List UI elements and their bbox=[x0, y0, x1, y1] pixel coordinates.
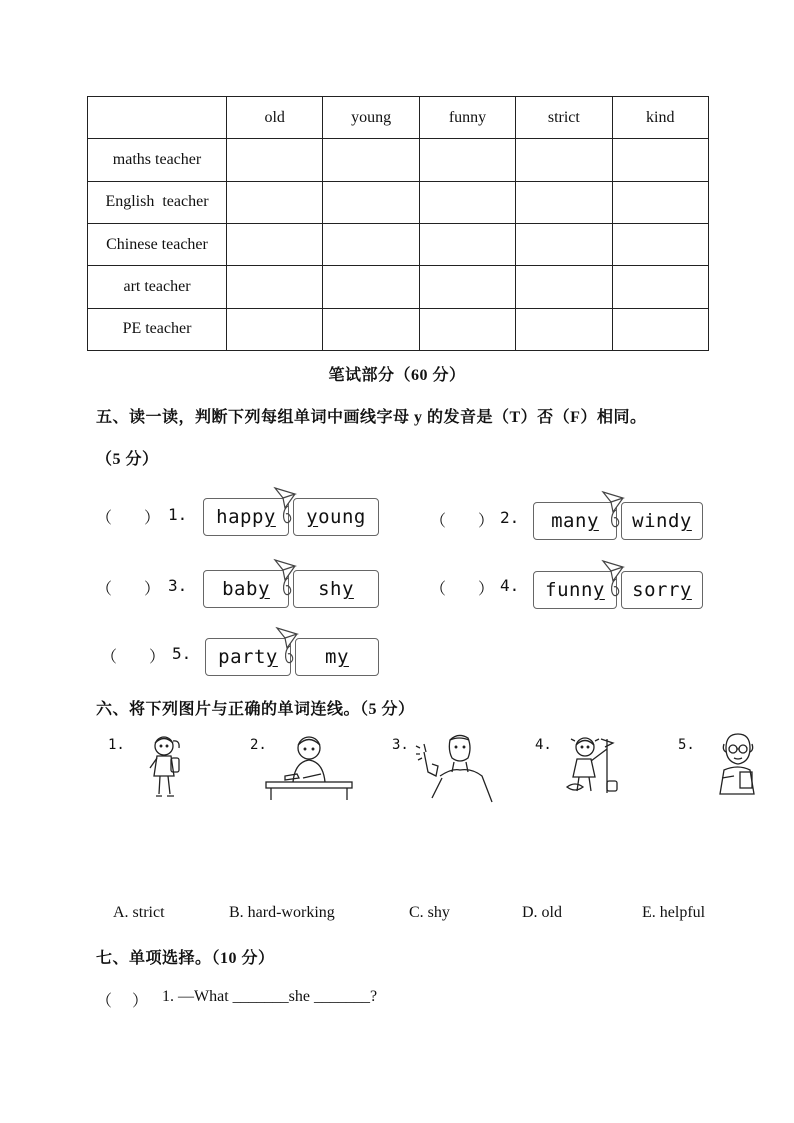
paper-plane-clip-icon bbox=[601, 490, 625, 536]
paper-plane-clip-icon bbox=[273, 558, 297, 604]
answer-paren[interactable]: （ ） bbox=[101, 647, 166, 666]
table-header-row bbox=[88, 97, 709, 139]
answer-paren[interactable]: （ ） bbox=[96, 508, 161, 527]
table-cell[interactable] bbox=[612, 139, 708, 181]
paper-plane-clip-icon bbox=[273, 486, 297, 532]
table-cell[interactable] bbox=[612, 181, 708, 223]
boy-writing-at-desk-icon bbox=[263, 734, 355, 802]
word-box: shy bbox=[293, 570, 379, 608]
table-cell[interactable] bbox=[612, 223, 708, 265]
table-cell[interactable] bbox=[516, 266, 612, 308]
item-number: 2. bbox=[500, 508, 520, 527]
answer-paren[interactable]: （ ） bbox=[430, 511, 495, 530]
table-cell[interactable] bbox=[516, 181, 612, 223]
table-cell[interactable] bbox=[227, 266, 323, 308]
row-label: English teacher bbox=[88, 181, 227, 223]
teacher-adjective-table bbox=[87, 96, 709, 351]
table-header-cell: old bbox=[227, 97, 323, 139]
word-box: sorry bbox=[621, 571, 703, 609]
word-box: windy bbox=[621, 502, 703, 540]
option-b: B. hard-working bbox=[229, 904, 335, 921]
row-label: art teacher bbox=[88, 266, 227, 308]
picture-number: 5. bbox=[678, 737, 695, 753]
table-cell[interactable] bbox=[516, 308, 612, 350]
option-c: C. shy bbox=[409, 904, 450, 921]
paper-plane-clip-icon bbox=[601, 559, 625, 605]
table-cell[interactable] bbox=[612, 308, 708, 350]
row-label: maths teacher bbox=[88, 139, 227, 181]
written-part-title: 笔试部分（60 分） bbox=[328, 367, 466, 384]
man-pointing-icon bbox=[412, 732, 498, 806]
section5-title: 五、读一读，判断下列每组单词中画线字母 y 的发音是（T）否（F）相同。 bbox=[96, 409, 647, 426]
table-cell[interactable] bbox=[323, 181, 419, 223]
table-cell[interactable] bbox=[419, 223, 515, 265]
table-header-cell: young bbox=[323, 97, 419, 139]
option-e: E. helpful bbox=[642, 904, 706, 921]
item-number: 5. bbox=[172, 644, 192, 663]
table-header-cell: kind bbox=[612, 97, 708, 139]
item-number: 1. bbox=[168, 505, 188, 524]
table-cell[interactable] bbox=[419, 181, 515, 223]
table-cell[interactable] bbox=[612, 266, 708, 308]
table-cell[interactable] bbox=[227, 308, 323, 350]
girl-with-backpack-icon bbox=[144, 732, 186, 804]
word-box: happy bbox=[203, 498, 289, 536]
word-box: many bbox=[533, 502, 617, 540]
paper-plane-clip-icon bbox=[275, 626, 299, 672]
word-box: my bbox=[295, 638, 379, 676]
q1-text: 1. —What _______she _______? bbox=[162, 988, 378, 1005]
answer-paren[interactable]: （ ） bbox=[96, 579, 161, 598]
table-cell[interactable] bbox=[419, 266, 515, 308]
table-cell[interactable] bbox=[516, 139, 612, 181]
word-box: funny bbox=[533, 571, 617, 609]
picture-number: 4. bbox=[535, 737, 552, 753]
q1-answer-paren[interactable]: （ ） bbox=[96, 993, 149, 1010]
row-label: Chinese teacher bbox=[88, 223, 227, 265]
table-header-cell: strict bbox=[516, 97, 612, 139]
word-box: baby bbox=[203, 570, 289, 608]
section7-title: 七、单项选择。（10 分） bbox=[96, 950, 275, 967]
table-row bbox=[88, 139, 709, 181]
word-box: party bbox=[205, 638, 291, 676]
table-cell[interactable] bbox=[227, 223, 323, 265]
picture-number: 3. bbox=[392, 737, 409, 753]
section6-title: 六、将下列图片与正确的单词连线。（5 分） bbox=[96, 701, 415, 718]
word-box: young bbox=[293, 498, 379, 536]
old-man-icon bbox=[716, 732, 758, 804]
picture-number: 2. bbox=[250, 737, 267, 753]
table-cell[interactable] bbox=[419, 139, 515, 181]
table-header-cell bbox=[88, 97, 227, 139]
section5-score: （5 分） bbox=[96, 451, 159, 468]
item-number: 4. bbox=[500, 576, 520, 595]
table-cell[interactable] bbox=[419, 308, 515, 350]
table-row bbox=[88, 266, 709, 308]
table-cell[interactable] bbox=[323, 139, 419, 181]
picture-number: 1. bbox=[108, 737, 125, 753]
answer-paren[interactable]: （ ） bbox=[430, 579, 495, 598]
option-a: A. strict bbox=[113, 904, 165, 921]
row-label: PE teacher bbox=[88, 308, 227, 350]
table-cell[interactable] bbox=[323, 223, 419, 265]
table-row bbox=[88, 181, 709, 223]
table-cell[interactable] bbox=[227, 181, 323, 223]
girl-sweeping-icon bbox=[563, 735, 621, 797]
option-d: D. old bbox=[522, 904, 562, 921]
item-number: 3. bbox=[168, 576, 188, 595]
table-cell[interactable] bbox=[323, 308, 419, 350]
table-cell[interactable] bbox=[323, 266, 419, 308]
table-header-cell: funny bbox=[419, 97, 515, 139]
table-cell[interactable] bbox=[227, 139, 323, 181]
table-cell[interactable] bbox=[516, 223, 612, 265]
table-row bbox=[88, 308, 709, 350]
table-row bbox=[88, 223, 709, 265]
